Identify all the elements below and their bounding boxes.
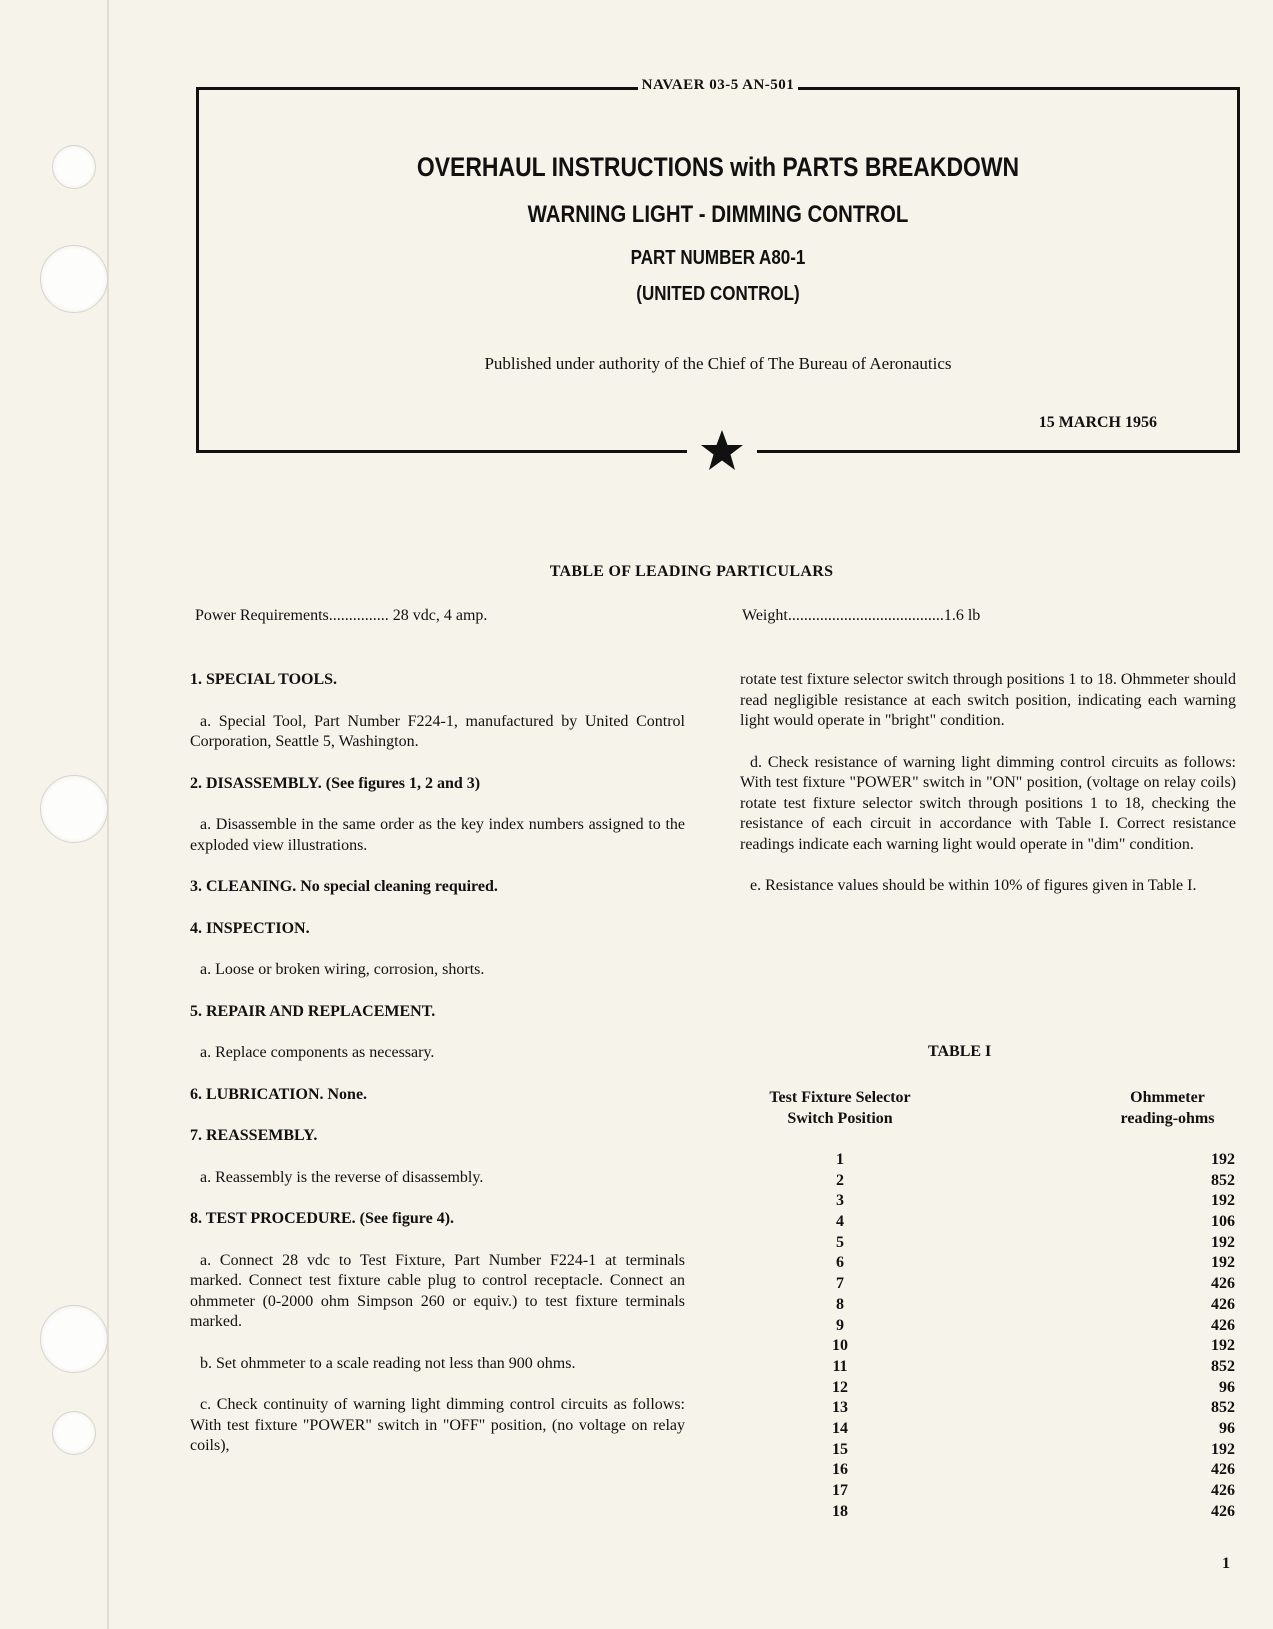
switch-position-cell: 6 [836, 1254, 844, 1272]
punch-hole [40, 1305, 108, 1373]
switch-position-cell: 2 [836, 1171, 844, 1189]
part-number: PART NUMBER A80-1 [630, 247, 806, 269]
switch-position-cell: 10 [832, 1337, 848, 1355]
right-column [740, 670, 1236, 897]
table-row [735, 1151, 1235, 1172]
section-heading: 3. CLEANING. No special cleaning required. [190, 878, 498, 895]
table-header-ohms [1095, 1087, 1240, 1129]
ohms-cell: 192 [1211, 1254, 1235, 1272]
document-subtitle: WARNING LIGHT - DIMMING CONTROL [527, 201, 909, 228]
manufacturer: (UNITED CONTROL) [636, 283, 800, 305]
section-heading: 5. REPAIR AND REPLACEMENT. [190, 1002, 436, 1020]
table-row [735, 1254, 1235, 1275]
star-icon [687, 426, 757, 476]
switch-position-cell: 14 [832, 1419, 848, 1437]
paragraph: a. Special Tool, Part Number F224-1, manufactured by United Control Corporation, Seattle 5, Washington. [190, 712, 685, 750]
header-line: Switch Position [787, 1110, 893, 1127]
punch-hole [52, 145, 96, 189]
ohms-cell: 852 [1211, 1399, 1235, 1417]
switch-position-cell: 12 [832, 1378, 848, 1396]
switch-position-cell: 11 [832, 1357, 848, 1375]
switch-position-cell: 9 [836, 1316, 844, 1334]
table-row [735, 1172, 1235, 1193]
paragraph: a. Disassemble in the same order as the key index numbers assigned to the exploded view illustrations. [190, 816, 685, 854]
table-row [735, 1192, 1235, 1213]
punch-hole [40, 245, 108, 313]
paragraph: a. Connect 28 vdc to Test Fixture, Part Number F224-1 at terminals marked. Connect test fixture cable plug to control receptacle. Connect an ohmmeter (0-2000 ohm Simpson 260 or equiv.) to test fixture terminals marked. [190, 1251, 685, 1330]
punch-hole [52, 1411, 96, 1455]
ohms-cell: 426 [1211, 1502, 1235, 1520]
table-row [735, 1441, 1235, 1462]
ohms-cell: 426 [1211, 1316, 1235, 1334]
header-line: Ohmmeter [1130, 1089, 1205, 1106]
section-heading: 6. LUBRICATION. None. [190, 1085, 368, 1103]
table-row [735, 1399, 1235, 1420]
weight: Weight.......................................1.6 lb [742, 607, 981, 624]
ohms-cell: 426 [1211, 1295, 1235, 1313]
table-row [735, 1296, 1235, 1317]
left-column [190, 670, 685, 1457]
document-number: NAVAER 03-5 AN-501 [199, 76, 1237, 94]
ohms-cell: 106 [1211, 1213, 1235, 1231]
switch-position-cell: 7 [836, 1275, 844, 1293]
paragraph: c. Check continuity of warning light dimming control circuits as follows: With test fixture "POWER" switch in "OFF" position, (no voltage on relay coils), [190, 1396, 685, 1454]
table-header-switch-position [735, 1087, 945, 1129]
switch-position-cell: 8 [836, 1295, 844, 1313]
table-row [735, 1275, 1235, 1296]
resistance-table [735, 1151, 1235, 1523]
paragraph: rotate test fixture selector switch through positions 1 to 18. Ohmmeter should read negligible resistance at each switch position, indicating each warning light would operate in "bright" condition. [740, 671, 1236, 729]
ohms-cell: 96 [1219, 1378, 1235, 1396]
table-row [735, 1461, 1235, 1482]
table-row [735, 1317, 1235, 1338]
power-requirements: Power Requirements............... 28 vdc, 4 amp. [195, 607, 488, 624]
table-row [735, 1234, 1235, 1255]
table-row [735, 1213, 1235, 1234]
table-row [735, 1503, 1235, 1524]
ohms-cell: 426 [1211, 1461, 1235, 1479]
ohms-cell: 192 [1211, 1233, 1235, 1251]
section-heading: 8. TEST PROCEDURE. (See figure 4). [190, 1210, 455, 1227]
paragraph: a. Replace components as necessary. [200, 1044, 435, 1061]
table-row [735, 1420, 1235, 1441]
table-row [735, 1358, 1235, 1379]
switch-position-cell: 13 [832, 1399, 848, 1417]
table-title: TABLE I [928, 1043, 992, 1060]
section-heading: 4. INSPECTION. [190, 919, 310, 937]
table-row [735, 1337, 1235, 1358]
ohms-cell: 192 [1211, 1337, 1235, 1355]
ohms-cell: 192 [1211, 1151, 1235, 1168]
publication-date: 15 MARCH 1956 [1038, 414, 1157, 431]
paragraph: e. Resistance values should be within 10% of figures given in Table I. [750, 877, 1197, 894]
section-heading: 7. REASSEMBLY. [190, 1127, 318, 1144]
switch-position-cell: 18 [832, 1502, 848, 1520]
switch-position-cell: 16 [832, 1461, 848, 1479]
ohms-cell: 852 [1211, 1357, 1235, 1375]
paragraph: a. Reassembly is the reverse of disassembly. [200, 1168, 484, 1186]
table-row [735, 1482, 1235, 1503]
table-row [735, 1379, 1235, 1400]
paragraph: a. Loose or broken wiring, corrosion, shorts. [200, 961, 485, 978]
page-number: 1 [1222, 1555, 1230, 1572]
switch-position-cell: 5 [836, 1233, 844, 1251]
switch-position-cell: 15 [832, 1440, 848, 1458]
document-title: OVERHAUL INSTRUCTIONS with PARTS BREAKDOWN [416, 152, 1020, 182]
ohms-cell: 192 [1211, 1440, 1235, 1458]
punch-hole [40, 775, 108, 843]
ohms-cell: 96 [1219, 1419, 1235, 1437]
switch-position-cell: 4 [836, 1213, 844, 1231]
ohms-cell: 426 [1211, 1275, 1235, 1293]
paragraph: b. Set ohmmeter to a scale reading not less than 900 ohms. [200, 1354, 576, 1372]
section-heading: 2. DISASSEMBLY. (See figures 1, 2 and 3) [190, 774, 481, 792]
ohms-cell: 426 [1211, 1482, 1235, 1499]
header-line: reading-ohms [1120, 1110, 1215, 1127]
paragraph: d. Check resistance of warning light dimming control circuits as follows: With test fixture "POWER" switch in "ON" position, (voltage on relay coils) rotate test fixture selector switch through positions 1 to 18, checking the resistance of each circuit in accordance with Table I. Correct resistance readings indicate each warning light would operate in "dim" condition. [740, 753, 1236, 853]
ohms-cell: 192 [1211, 1192, 1235, 1210]
authority-line: Published under authority of the Chief of The Bureau of Aeronautics [484, 354, 952, 373]
switch-position-cell: 3 [836, 1192, 844, 1210]
ohms-cell: 852 [1211, 1171, 1235, 1189]
header-line: Test Fixture Selector [769, 1089, 911, 1106]
switch-position-cell: 17 [832, 1482, 848, 1499]
switch-position-cell: 1 [836, 1151, 844, 1168]
leading-particulars-title: TABLE OF LEADING PARTICULARS [549, 563, 834, 580]
section-heading: 1. SPECIAL TOOLS. [190, 671, 338, 688]
title-block [196, 77, 1240, 453]
